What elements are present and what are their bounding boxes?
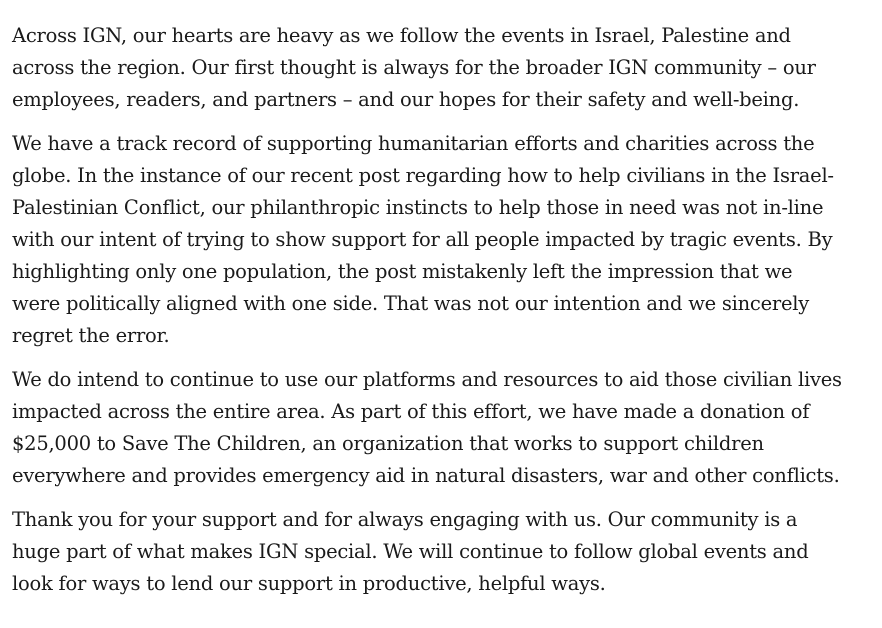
text-line: We have a track record of supporting humanitarian efforts and charities across the [12,132,815,155]
paragraph-1 [12,20,874,116]
text-line: were politically aligned with one side. That was not our intention and we sincerely [12,292,810,315]
text-line: look for ways to lend our support in productive, helpful ways. [12,572,606,595]
paragraph-4 [12,504,874,600]
text-line: with our intent of trying to show support for all people impacted by tragic events. By [12,228,833,251]
text-line: huge part of what makes IGN special. We will continue to follow global events and [12,540,809,563]
text-line: regret the error. [12,324,170,347]
text-line: everywhere and provides emergency aid in natural disasters, war and other conflicts. [12,464,840,487]
text-line: Across IGN, our hearts are heavy as we follow the events in Israel, Palestine and [12,24,791,47]
text-line: $25,000 to Save The Children, an organization that works to support children [12,432,764,455]
text-line: Palestinian Conflict, our philanthropic instincts to help those in need was not in-line [12,196,824,219]
statement-body [12,20,874,612]
text-line: Thank you for your support and for always engaging with us. Our community is a [12,508,798,531]
text-line: highlighting only one population, the post mistakenly left the impression that we [12,260,793,283]
text-line: employees, readers, and partners – and our hopes for their safety and well-being. [12,88,800,111]
text-line: across the region. Our first thought is always for the broader IGN community – our [12,56,816,79]
paragraph-2 [12,128,874,352]
paragraph-3 [12,364,874,492]
text-line: impacted across the entire area. As part of this effort, we have made a donation of [12,400,810,423]
text-line: We do intend to continue to use our platforms and resources to aid those civilian lives [12,368,842,391]
text-line: globe. In the instance of our recent post regarding how to help civilians in the Israel- [12,164,834,187]
